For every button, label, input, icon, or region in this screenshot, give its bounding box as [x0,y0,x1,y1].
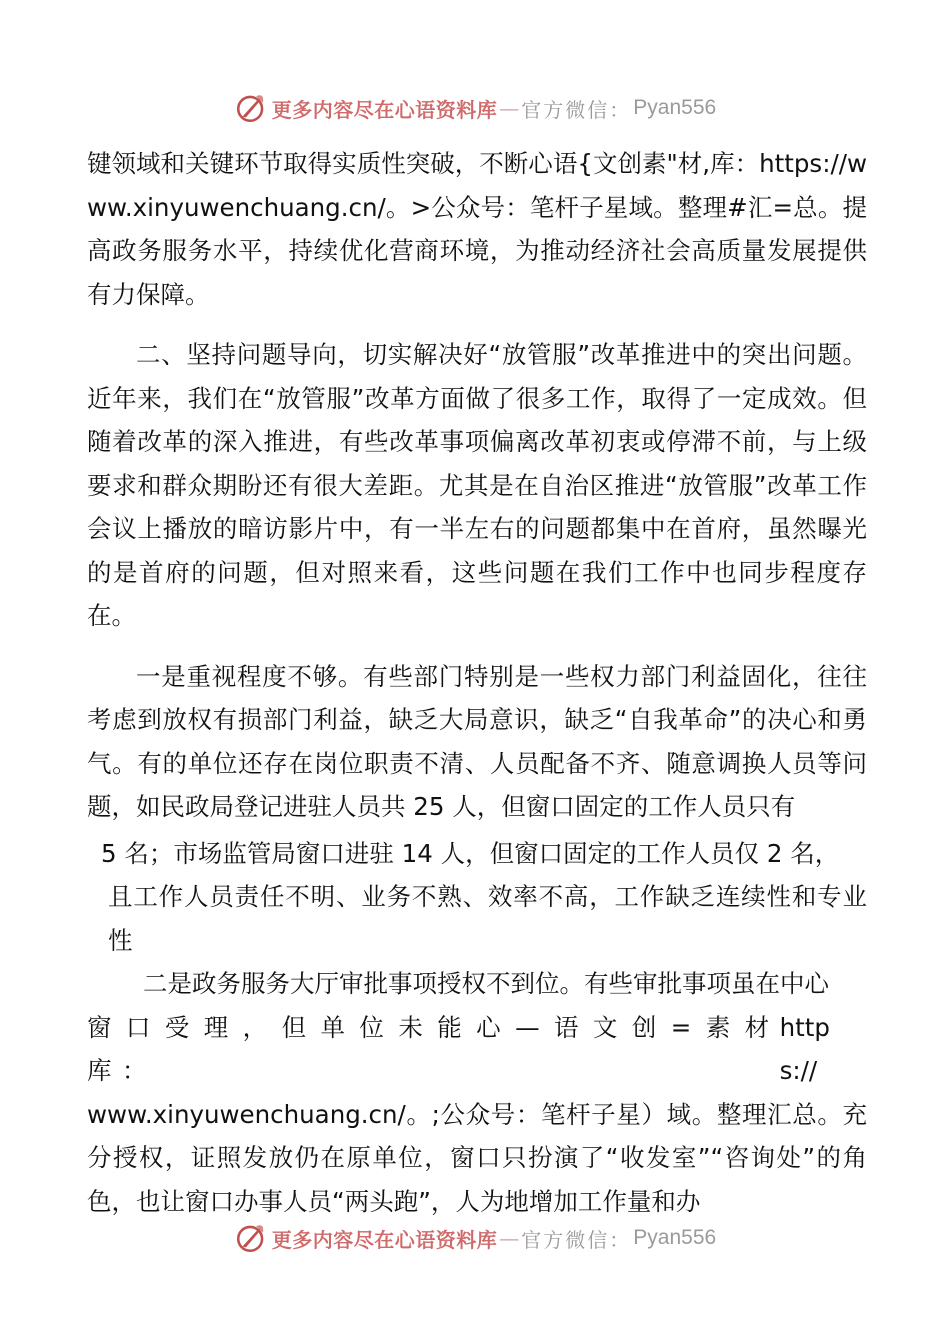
paragraph-3: 一是重视程度不够。有些部门特别是一些权力部门利益固化，往往考虑到放权有损部门利益，缺乏大局意识，缺乏“自我革命”的决心和勇气。有的单位还存在岗位职责不清、人员配备不齐、随意调换人员等问题，如民政局登记进驻人员共 25 人，但窗口固定的工作人员只有 [87,661,867,821]
spaced-text: 窗口受理，但单位未能心—语文创=素材库： [87,1012,780,1085]
paragraph-6-first-line: 二是政务服务大厅审批事项授权不到位。有些审批事项虽在中心 [143,969,829,998]
header-banner [0,88,950,128]
footer-banner [0,1218,950,1258]
document-body [87,142,867,1223]
paragraph-line-4: 5 名；市场监管局窗口进驻 14 人，但窗口固定的工作人员仅 2 名， [101,838,840,868]
wechat-label: 官方微信： [521,1227,632,1252]
promo-text: 更多内容尽在心语资料库 [271,97,498,122]
promo-text: 更多内容尽在心语资料库 [271,1227,498,1252]
wechat-id: Pyan556 [633,1226,717,1249]
url-fragment: https:// [779,1012,830,1085]
paragraph-6-rest: www.xinyuwenchuang.cn/。;公众号：笔杆子星）域。整理汇总。充分授权，证照发放仍在原单位，窗口只扮演了“收发室”“咨询处”的角色，也让窗口办事人员“两头跑”，人为地增加工作量和办 [87,1099,867,1216]
separator-dash: — [499,96,520,120]
paragraph-6-spaced-line [87,1006,867,1093]
separator-dash: — [499,1226,520,1250]
wechat-label: 官方微信： [521,97,632,122]
quill-logo-icon [234,1221,268,1255]
paragraph-2: 二、坚持问题导向，切实解决好“放管服”改革推进中的突出问题。近年来，我们在“放管服”改革方面做了很多工作，取得了一定成效。但随着改革的深入推进，有些改革事项偏离改革初衷或停滞不前，与上级要求和群众期盼还有很大差距。尤其是在自治区推进“放管服”改革工作会议上播放的暗访影片中，有一半左右的问题都集中在首府，虽然曝光的是首府的问题，但对照来看，这些问题在我们工作中也同步程度存在。 [87,340,867,630]
paragraph-1: 键领域和关键环节取得实质性突破，不断心语{文创素"材,库：https://www.xinyuwenchuang.cn/。>公众号：笔杆子星域。整理#汇=总。提高政务服务水平，持续优化营商环境，为推动经济社会高质量发展提供有力保障。 [87,149,867,309]
wechat-id: Pyan556 [633,96,717,119]
paragraph-line-5: 且工作人员责任不明、业务不熟、效率不高，工作缺乏连续性和专业性 [108,882,867,955]
quill-logo-icon [234,91,268,125]
